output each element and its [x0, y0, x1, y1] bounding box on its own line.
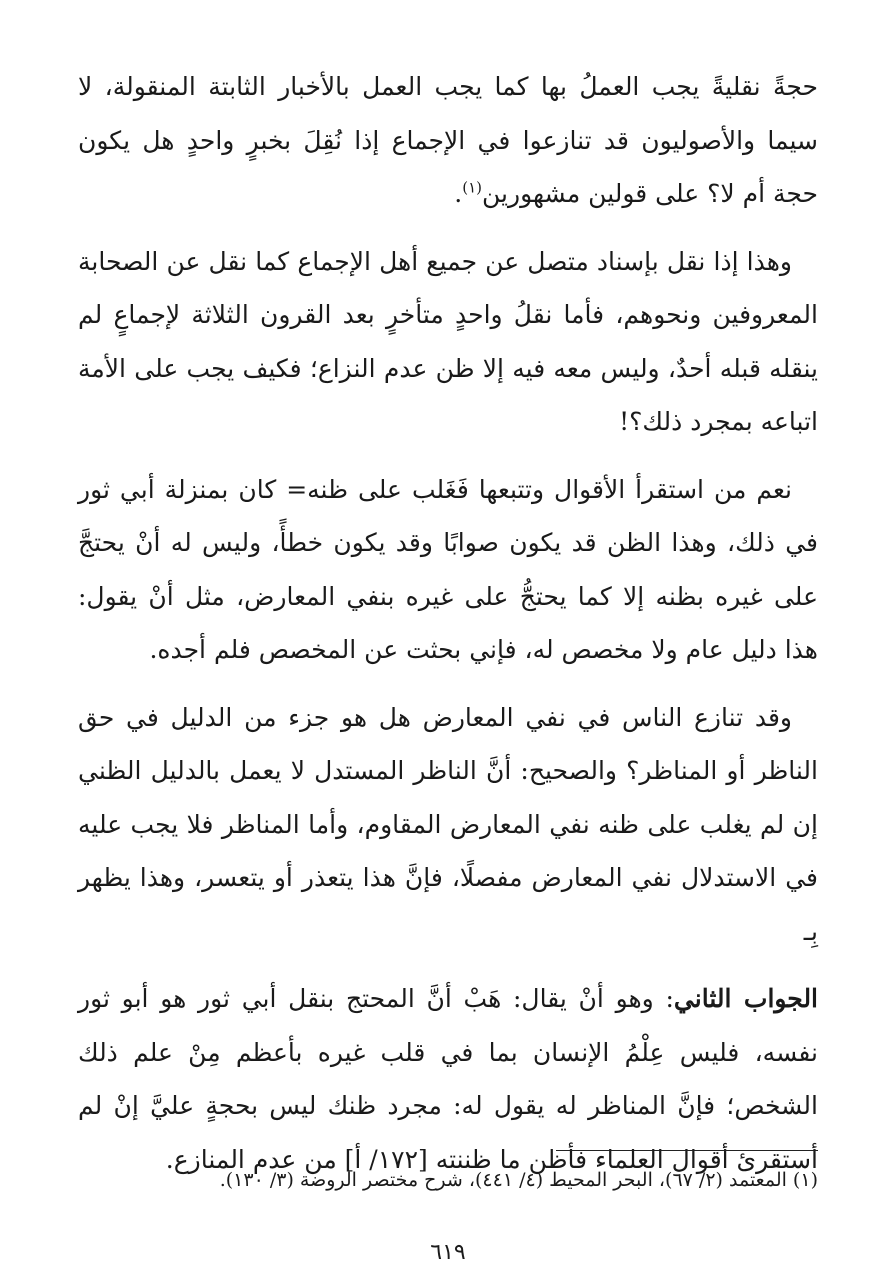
paragraph-2: وهذا إذا نقل بإسناد متصل عن جميع أهل الإجماع كما نقل عن الصحابة المعروفين ونحوهم، فأما نقلُ واحدٍ متأخرٍ بعد القرون الثلاثة لإجماعٍ لم ينقله قبله أحدٌ، وليس معه فيه إلا ظن عدم النزاع؛ فكيف يجب على الأمة اتباعه بمجرد ذلك؟!: [78, 246, 818, 436]
paragraph-1-tail: .: [454, 179, 463, 208]
paragraph-3: نعم من استقرأ الأقوال وتتبعها فَغَلب على ظنه= كان بمنزلة أبي ثور في ذلك، وهذا الظن قد يكون صوابًا وقد يكون خطأً، وليس له أنْ يحتجَّ على غيره بظنه إلا كما يحتجُّ على غيره بنفي المعارض، مثل أنْ يقول: هذا دليل عام ولا مخصص له، فإني بحثت عن المخصص فلم أجده.: [78, 474, 818, 664]
page-number: ٦١٩: [430, 1240, 466, 1265]
paragraph-1-text: حجةً نقليةً يجب العملُ بها كما يجب العمل بالأخبار الثابتة المنقولة، لا سيما والأصوليون قد تنازعوا في الإجماع إذا نُقِلَ بخبرٍ واحدٍ هل يكون حجة أم لا؟ على قولين مشهورين: [78, 72, 818, 208]
paragraph-1: [78, 60, 818, 221]
footnote-marker[interactable]: (١): [462, 178, 483, 197]
section-heading-second-answer: الجواب الثاني: [673, 984, 819, 1013]
paragraph-5: [78, 972, 818, 1186]
page-body: [78, 60, 819, 1265]
paragraph-5-text: : وهو أنْ يقال: هَبْ أنَّ المحتج بنقل أبي ثور هو أبو ثور نفسه، فليس عِلْمُ الإنسان بما في قلب غيره بأعظم مِنْ علم ذلك الشخص؛ فإنَّ المناظر له يقول له: مجرد ظنك ليس بحجةٍ عليَّ إنْ لم أستقرئ أقوال العلماء فأظن ما ظننته [١٧٢/ أ] من عدم المنازع.: [78, 984, 818, 1174]
footnote-divider: [556, 1150, 818, 1151]
paragraph-4: وقد تنازع الناس في نفي المعارض هل هو جزء من الدليل في حق الناظر أو المناظر؟ والصحيح: أنَّ الناظر المستدل لا يعمل بالدليل الظني إن لم يغلب على ظنه نفي المعارض المقاوم، وأما المناظر فلا يجب عليه في الاستدلال نفي المعارض مفصلًا، فإنَّ هذا يتعذر أو يتعسر، وهذا يظهر بِـ: [78, 702, 818, 946]
footnote: (١) المعتمد (٢/ ٦٧)، البحر المحيط (٤/ ٤٤١)، شرح مختصر الروضة (٣/ ١٣٠).: [219, 1169, 818, 1191]
